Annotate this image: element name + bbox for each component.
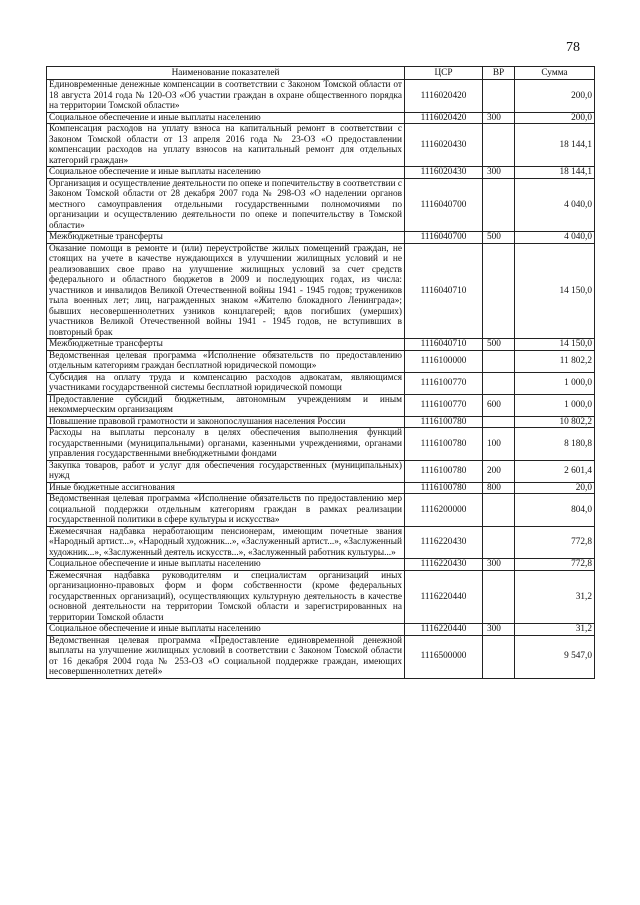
cell-csr: 1116100770	[405, 394, 483, 416]
cell-csr: 1116220440	[405, 570, 483, 624]
cell-csr: 1116220430	[405, 526, 483, 559]
table-row	[47, 339, 595, 351]
cell-csr: 1116020430	[405, 124, 483, 167]
cell-vr	[483, 372, 515, 394]
cell-name: Ежемесячная надбавка руководителям и специалистам организаций иных организационно-правовых форм и форм собственности (кроме федеральных государственных организаций), осуществляющих культурную деятельность в качестве основной деятельности на территории Томской области и зарегистрированных на территории Томской области	[47, 570, 405, 624]
cell-name: Межбюджетные трансферты	[47, 232, 405, 244]
table-row	[47, 482, 595, 494]
cell-vr	[483, 124, 515, 167]
cell-csr: 1116100770	[405, 372, 483, 394]
table-row	[47, 460, 595, 482]
table-row	[47, 559, 595, 571]
cell-name: Расходы на выплаты персоналу в целях обеспечения выполнения функций государственными (муниципальными) органами, казенными учреждениями, органами управления государственными внебюджетными фондами	[47, 428, 405, 461]
cell-vr	[483, 570, 515, 624]
cell-csr: 1116200000	[405, 494, 483, 527]
cell-sum: 1 000,0	[515, 394, 595, 416]
table-row	[47, 428, 595, 461]
cell-vr: 200	[483, 460, 515, 482]
cell-vr: 500	[483, 339, 515, 351]
cell-name: Социальное обеспечение и иные выплаты населению	[47, 167, 405, 179]
cell-csr: 1116020420	[405, 112, 483, 124]
budget-table	[46, 66, 595, 679]
cell-name: Компенсация расходов на уплату взноса на капитальный ремонт в соответствии с Законом Томской области от 13 апреля 2016 года № 23-ОЗ «О предоставлении компенсации расходов на уплату взносов на капитальный ремонт для отдельных категорий граждан»	[47, 124, 405, 167]
cell-sum: 20,0	[515, 482, 595, 494]
cell-sum: 14 150,0	[515, 243, 595, 339]
cell-name: Ведомственная целевая программа «Исполнение обязательств по предоставлению отдельным категориям граждан бесплатной юридической помощи»	[47, 350, 405, 372]
table-row	[47, 80, 595, 113]
cell-name: Организация и осуществление деятельности по опеке и попечительству в соответствии с Законом Томской области от 28 декабря 2007 года № 298-ОЗ «О наделении органов местного самоуправления отдельными государственными полномочиями по организации и осуществлению деятельности по опеке и попечительству в Томской области»	[47, 178, 405, 232]
cell-vr	[483, 494, 515, 527]
cell-vr: 800	[483, 482, 515, 494]
cell-csr: 1116040710	[405, 339, 483, 351]
cell-csr: 1116020430	[405, 167, 483, 179]
cell-sum: 31,2	[515, 624, 595, 636]
table-row	[47, 624, 595, 636]
cell-csr: 1116040710	[405, 243, 483, 339]
table-row	[47, 243, 595, 339]
cell-name: Закупка товаров, работ и услуг для обеспечения государственных (муниципальных) нужд	[47, 460, 405, 482]
cell-vr: 300	[483, 624, 515, 636]
table-body	[47, 80, 595, 679]
cell-sum: 4 040,0	[515, 232, 595, 244]
cell-vr	[483, 635, 515, 678]
table-row	[47, 124, 595, 167]
cell-csr: 1116020420	[405, 80, 483, 113]
table-row	[47, 350, 595, 372]
cell-vr	[483, 526, 515, 559]
cell-sum: 200,0	[515, 112, 595, 124]
cell-sum: 8 180,8	[515, 428, 595, 461]
cell-sum: 9 547,0	[515, 635, 595, 678]
cell-sum: 4 040,0	[515, 178, 595, 232]
table-row	[47, 167, 595, 179]
table-row	[47, 570, 595, 624]
table-header-row	[47, 67, 595, 80]
cell-vr: 500	[483, 232, 515, 244]
cell-vr	[483, 178, 515, 232]
cell-sum: 31,2	[515, 570, 595, 624]
cell-vr: 300	[483, 559, 515, 571]
cell-name: Оказание помощи в ремонте и (или) переустройстве жилых помещений граждан, не стоящих на учете в качестве нуждающихся в улучшении жилищных условий и не реализовавших свое право на улучшение жилищных условий за счет средств федерального и областного бюджетов в 2009 и последующих годах, из числа: участников и инвалидов Великой Отечественной войны 1941 - 1945 годов; тружеников тыла военных лет; лиц, награжденных знаком «Жителю блокадного Ленинграда»; бывших несовершеннолетних узников концлагерей; вдов погибших (умерших) участников Великой Отечественной войны 1941 - 1945 годов, не вступивших в повторный брак	[47, 243, 405, 339]
cell-csr: 1116040700	[405, 232, 483, 244]
cell-vr	[483, 243, 515, 339]
table-row	[47, 635, 595, 678]
cell-vr	[483, 80, 515, 113]
cell-name: Социальное обеспечение и иные выплаты населению	[47, 624, 405, 636]
cell-csr: 1116100000	[405, 350, 483, 372]
cell-sum: 1 000,0	[515, 372, 595, 394]
cell-name: Иные бюджетные ассигнования	[47, 482, 405, 494]
table-row	[47, 112, 595, 124]
cell-csr: 1116500000	[405, 635, 483, 678]
cell-name: Повышение правовой грамотности и законопослушания населения России	[47, 416, 405, 428]
cell-name: Межбюджетные трансферты	[47, 339, 405, 351]
cell-vr	[483, 350, 515, 372]
cell-vr	[483, 416, 515, 428]
cell-name: Социальное обеспечение и иные выплаты населению	[47, 559, 405, 571]
table-row	[47, 394, 595, 416]
cell-sum: 18 144,1	[515, 124, 595, 167]
cell-sum: 14 150,0	[515, 339, 595, 351]
cell-csr: 1116220440	[405, 624, 483, 636]
table-row	[47, 372, 595, 394]
cell-vr: 300	[483, 167, 515, 179]
cell-csr: 1116100780	[405, 460, 483, 482]
header-name: Наименование показателей	[47, 67, 405, 80]
table-row	[47, 416, 595, 428]
cell-name: Ведомственная целевая программа «Исполнение обязательств по предоставлению мер социальной поддержки отдельным категориям граждан в рамках реализации государственной политики в сфере культуры и искусства»	[47, 494, 405, 527]
cell-csr: 1116100780	[405, 482, 483, 494]
cell-csr: 1116100780	[405, 416, 483, 428]
cell-sum: 10 802,2	[515, 416, 595, 428]
cell-sum: 11 802,2	[515, 350, 595, 372]
cell-name: Предоставление субсидий бюджетным, автономным учреждениям и иным некоммерческим организациям	[47, 394, 405, 416]
cell-name: Субсидия на оплату труда и компенсацию расходов адвокатам, являющимся участниками государственной системы бесплатной юридической помощи	[47, 372, 405, 394]
header-sum: Сумма	[515, 67, 595, 80]
cell-sum: 804,0	[515, 494, 595, 527]
cell-name: Единовременные денежные компенсации в соответствии с Законом Томской области от 18 августа 2014 года № 120-ОЗ «Об участии граждан в охране общественного порядка на территории Томской области»	[47, 80, 405, 113]
page-number: 78	[566, 40, 580, 55]
table-row	[47, 232, 595, 244]
cell-vr: 300	[483, 112, 515, 124]
cell-vr: 100	[483, 428, 515, 461]
cell-vr: 600	[483, 394, 515, 416]
cell-csr: 1116100780	[405, 428, 483, 461]
cell-sum: 18 144,1	[515, 167, 595, 179]
cell-name: Социальное обеспечение и иные выплаты населению	[47, 112, 405, 124]
cell-name: Ежемесячная надбавка неработающим пенсионерам, имеющим почетные звания «Народный артист...», «Народный художник...», «Заслуженный артист...», «Заслуженный художник...», «Заслуженный деятель искусств...», «Заслуженный работник культуры...»	[47, 526, 405, 559]
header-csr: ЦСР	[405, 67, 483, 80]
cell-csr: 1116040700	[405, 178, 483, 232]
table-row	[47, 494, 595, 527]
table-row	[47, 178, 595, 232]
cell-sum: 2 601,4	[515, 460, 595, 482]
cell-sum: 200,0	[515, 80, 595, 113]
table-row	[47, 526, 595, 559]
cell-csr: 1116220430	[405, 559, 483, 571]
header-vr: ВР	[483, 67, 515, 80]
cell-sum: 772,8	[515, 526, 595, 559]
cell-name: Ведомственная целевая программа «Предоставление единовременной денежной выплаты на улучшение жилищных условий в соответствии с Законом Томской области от 16 декабря 2004 года № 253-ОЗ «О социальной поддержке граждан, имеющих несовершеннолетних детей»	[47, 635, 405, 678]
cell-sum: 772,8	[515, 559, 595, 571]
